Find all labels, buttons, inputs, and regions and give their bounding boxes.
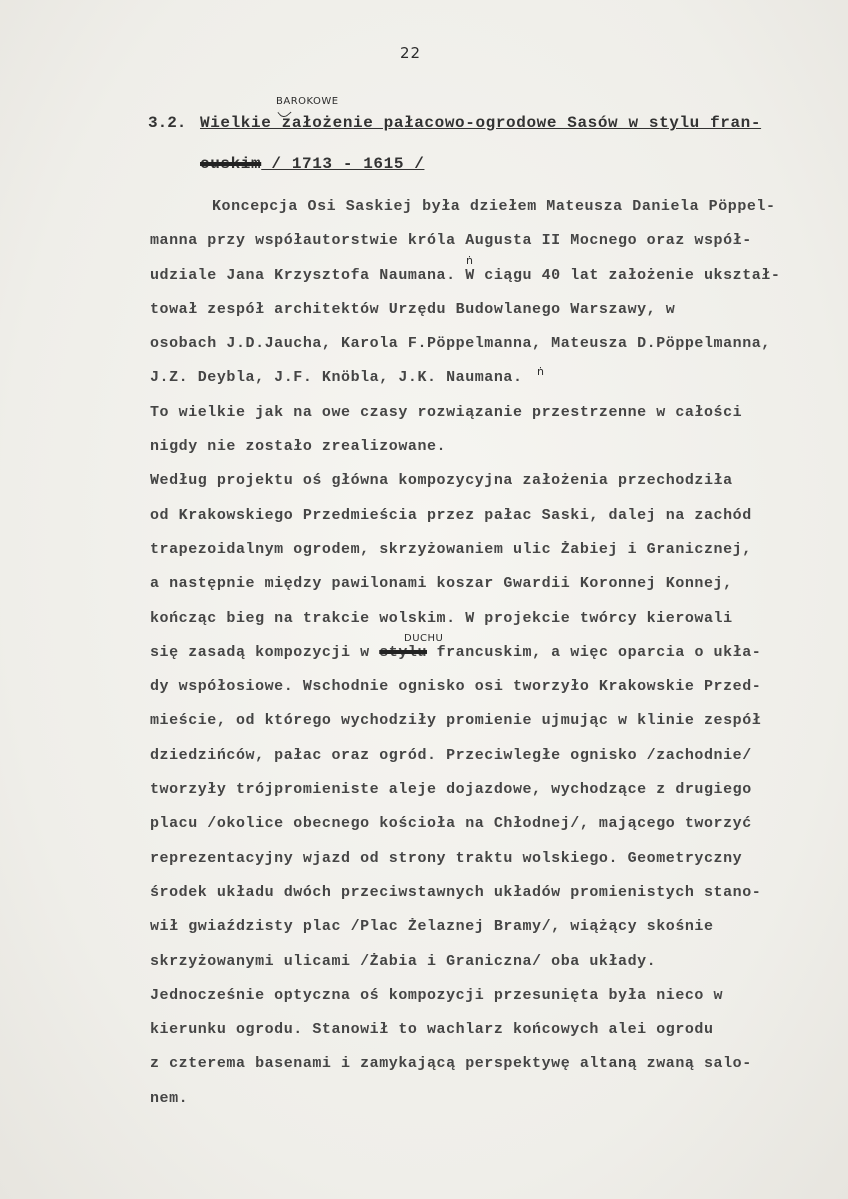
section-title-line1: Wielkie założenie pałacowo-ogrodowe Sasów w stylu fran- — [200, 114, 762, 132]
text-line: osobach J.D.Jaucha, Karola F.Pöppelmanna, Mateusza D.Pöppelmanna, — [150, 335, 771, 353]
text-line: dziedzińców, pałac oraz ogród. Przeciwległe ognisko /zachodnie/ — [150, 746, 752, 764]
text-line: tował zespół architektów Urzędu Budowlanego Warszawy, w — [150, 300, 676, 318]
text-line: wił gwiaździsty plac /Plac Żelaznej Bramy/, wiążący skośnie — [150, 918, 714, 936]
text-line: a następnie między pawilonami koszar Gwardii Koronnej Konnej, — [150, 575, 733, 593]
text-segment: francuskim, a więc oparcia o ukła- — [427, 643, 762, 661]
text-line: J.Z. Deybla, J.F. Knöbla, J.K. Naumana. — [150, 369, 523, 387]
text-line: Według projektu oś główna kompozycyjna założenia przechodziła — [150, 472, 733, 490]
text-line: kończąc bieg na trakcie wolskim. W projekcie twórcy kierowali — [150, 609, 733, 627]
text-line: środek układu dwóch przeciwstawnych układów promienistych stano- — [150, 883, 762, 901]
text-line: nigdy nie zostało zrealizowane. — [150, 438, 447, 456]
section-years: / 1713 - 1615 / — [261, 155, 425, 173]
text-segment: się zasadą kompozycji w — [150, 643, 370, 661]
text-line: udziale Jana Krzysztofa Naumana. W ciągu 40 lat założenie ukształ- — [150, 266, 781, 284]
handwritten-insertion-duchu: DUCHU — [404, 633, 444, 644]
struck-word: stylu — [379, 643, 428, 661]
text-line — [150, 636, 840, 670]
text-line: Koncepcja Osi Saskiej była dziełem Mateusza Daniela Pöppel- — [212, 198, 776, 215]
section-title-line2 — [200, 155, 424, 173]
handwritten-insertion-barokowe: BAROKOWE — [276, 96, 339, 107]
text-line: kierunku ogrodu. Stanowił to wachlarz końcowych alei ogrodu — [150, 1021, 714, 1039]
text-line: nem. — [150, 1089, 189, 1107]
text-line: To wielkie jak na owe czasy rozwiązanie przestrzenne w całości — [150, 403, 743, 421]
text-line: reprezentacyjny wjazd od strony traktu wolskiego. Geometryczny — [150, 849, 743, 867]
body-text — [150, 190, 840, 1116]
handwritten-correction-mark: ṅ — [466, 254, 473, 267]
text-line: manna przy współautorstwie króla Augusta II Mocnego oraz współ- — [150, 232, 752, 250]
text-line: Jednocześnie optyczna oś kompozycji przesunięta była nieco w — [150, 986, 724, 1004]
text-line: placu /okolice obecnego kościoła na Chłodnej/, mającego tworzyć — [150, 815, 752, 833]
text-line: trapezoidalnym ogrodem, skrzyżowaniem ulic Żabiej i Granicznej, — [150, 540, 752, 558]
text-line: dy współosiowe. Wschodnie ognisko osi tworzyło Krakowskie Przed- — [150, 678, 762, 696]
handwritten-correction-mark: ṅ — [537, 365, 544, 378]
text-line: skrzyżowanymi ulicami /Żabia i Graniczna/ oba układy. — [150, 952, 657, 970]
text-line: mieście, od którego wychodziły promienie ujmując w klinie zespół — [150, 712, 762, 730]
struck-title-word: cuskim — [200, 155, 262, 173]
page-number: 22 — [400, 44, 422, 62]
section-number: 3.2. — [148, 114, 187, 132]
text-line: od Krakowskiego Przedmieścia przez pałac Saski, dalej na zachód — [150, 506, 752, 524]
text-line: tworzyły trójpromieniste aleje dojazdowe, wychodzące z drugiego — [150, 781, 752, 799]
text-line: z czterema basenami i zamykającą perspektywę altaną zwaną salo- — [150, 1055, 752, 1073]
